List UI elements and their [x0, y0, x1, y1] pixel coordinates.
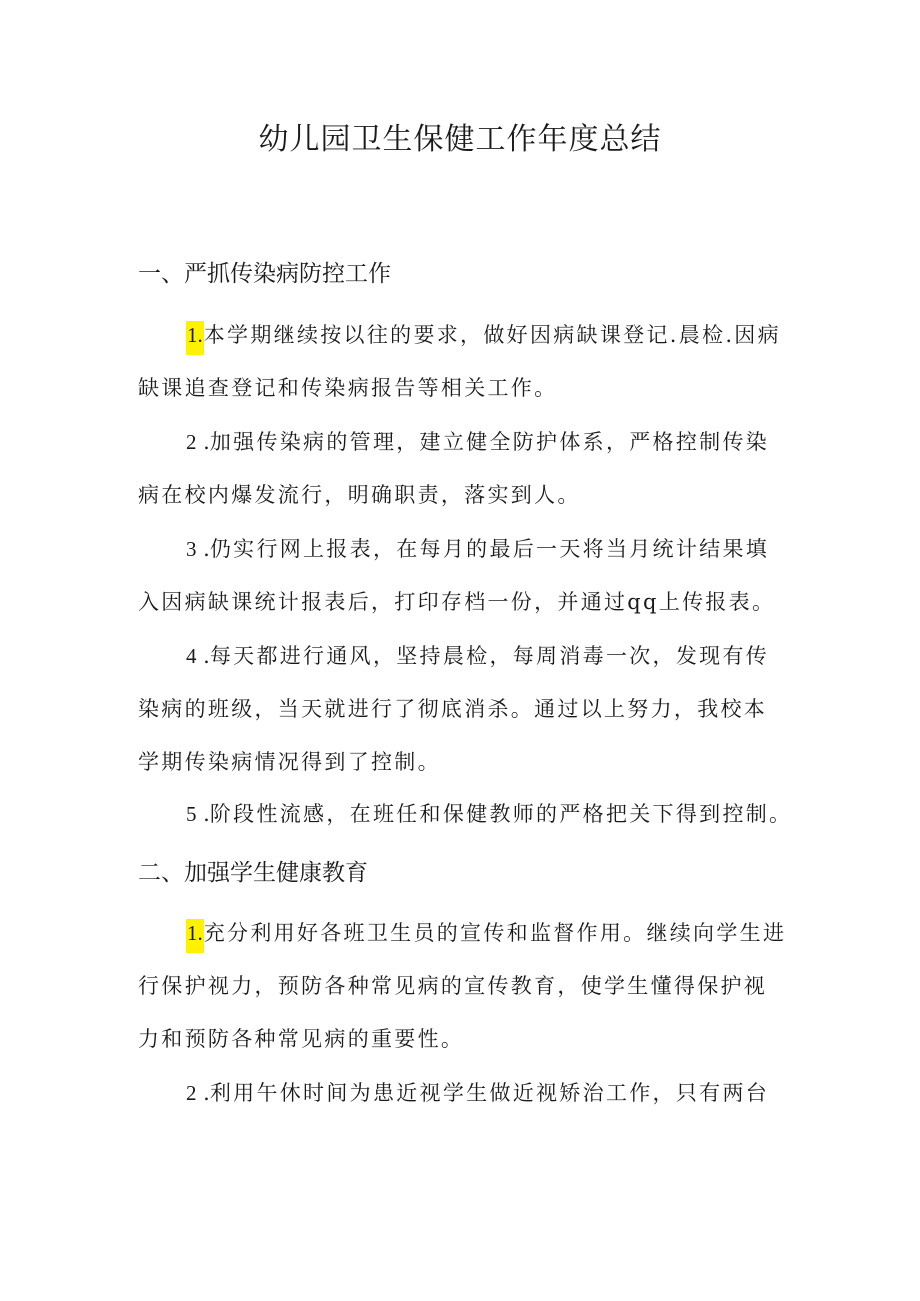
item-separator: . [196, 430, 210, 454]
paragraph-text: 加强传染病的管理，建立健全防护体系，严格控制传染病在校内爆发流行，明确职责，落实到人。 [138, 430, 770, 507]
paragraph-2-1 [138, 907, 788, 1066]
paragraph-1-5 [138, 788, 798, 841]
highlighted-item-number: 1. [186, 919, 204, 953]
paragraph-1-2 [138, 416, 788, 522]
item-separator: . [196, 1081, 210, 1105]
item-separator: . [196, 802, 210, 826]
item-separator: . [196, 537, 210, 561]
item-number: 5 [186, 802, 197, 826]
highlighted-item-number: 1. [186, 321, 204, 355]
paragraph-1-3 [138, 523, 788, 629]
item-number: 4 [186, 644, 197, 668]
item-number: 2 [186, 1081, 197, 1105]
paragraph-text: 充分利用好各班卫生员的宣传和监督作用。继续向学生进行保护视力，预防各种常见病的宣传教育，使学生懂得保护视力和预防各种常见病的重要性。 [138, 921, 787, 1051]
paragraph-text: 阶段性流感，在班任和保健教师的严格把关下得到控制。 [209, 802, 793, 826]
item-number: 3 [186, 537, 197, 561]
item-number: 2 [186, 430, 197, 454]
section-heading-1: 一、严抓传染病防控工作 [138, 261, 391, 287]
section-heading-2: 二、加强学生健康教育 [138, 860, 368, 886]
document-title: 幼儿园卫生保健工作年度总结 [258, 122, 662, 157]
paragraph-1-1 [138, 309, 788, 415]
paragraph-text: 仍实行网上报表，在每月的最后一天将当月统计结果填入因病缺课统计报表后，打印存档一份，并通过qq上传报表。 [138, 537, 776, 614]
paragraph-2-2 [138, 1067, 788, 1120]
paragraph-text: 本学期继续按以往的要求，做好因病缺课登记.晨检.因病缺课追查登记和传染病报告等相关工作。 [138, 323, 781, 400]
item-separator: . [196, 644, 210, 668]
paragraph-text: 每天都进行通风，坚持晨检，每周消毒一次，发现有传染病的班级，当天就进行了彻底消杀。通过以上努力，我校本学期传染病情况得到了控制。 [138, 644, 770, 774]
paragraph-text: 利用午休时间为患近视学生做近视矫治工作，只有两台 [209, 1081, 770, 1105]
paragraph-1-4 [138, 630, 788, 789]
